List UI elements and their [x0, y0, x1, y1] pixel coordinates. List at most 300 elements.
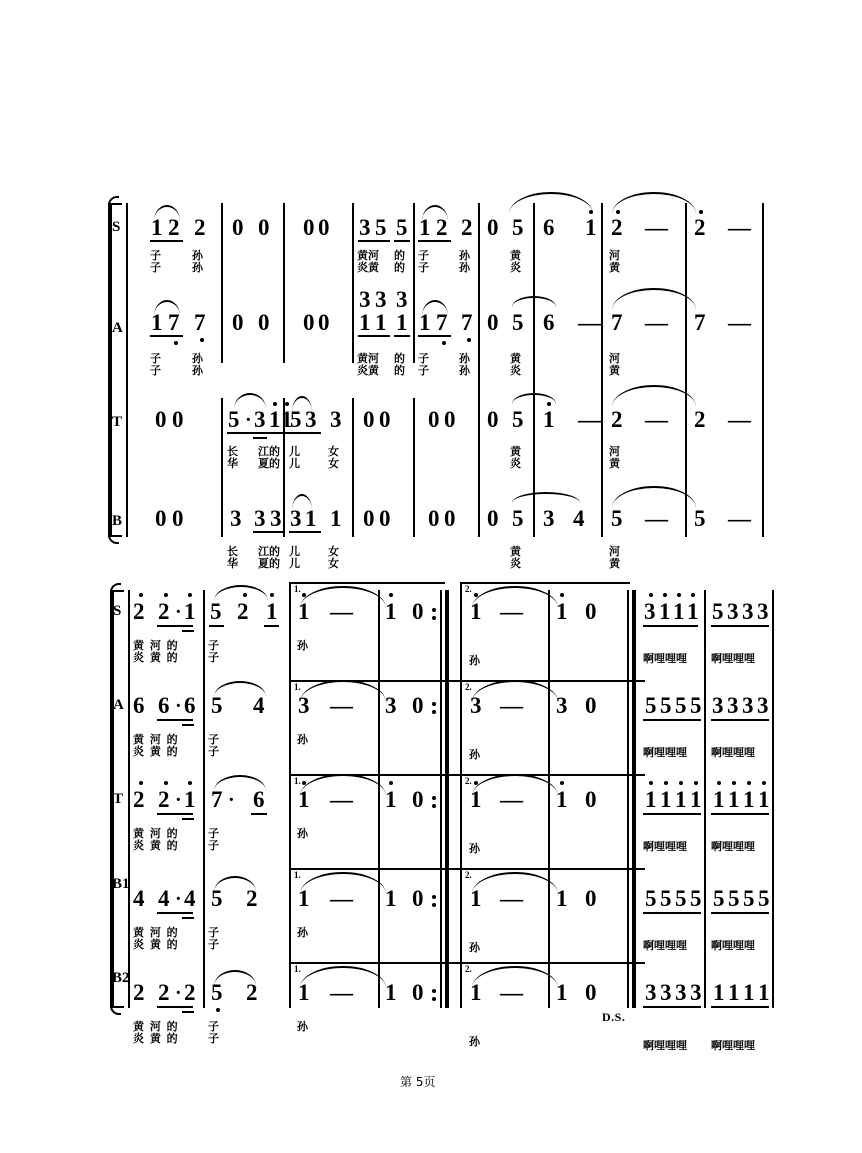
note: 5	[675, 693, 687, 718]
octave-dot-high	[664, 781, 668, 785]
note: 3	[712, 693, 724, 718]
lyric-line1: 孙	[459, 249, 470, 262]
beam	[157, 912, 193, 914]
beam	[227, 432, 289, 434]
note: 1	[470, 980, 482, 1005]
note: 5	[211, 693, 223, 718]
note: 7	[611, 310, 623, 335]
lyric-line1: 长	[227, 445, 238, 458]
note: 3	[644, 599, 656, 624]
lyric-line2: 孙	[459, 261, 470, 274]
octave-dot-high	[649, 781, 653, 785]
lyric-line1: 河	[609, 445, 620, 458]
note: 1	[281, 407, 293, 432]
volta-label-1: 1.	[294, 964, 301, 974]
rest: 0	[318, 215, 330, 240]
rest: 0	[412, 693, 424, 718]
lyric-line1: 啊哩哩哩	[643, 939, 687, 952]
note: 3	[330, 407, 342, 432]
octave-dot-high	[270, 593, 274, 597]
rest: 0	[585, 599, 597, 624]
octave-dot-low	[174, 341, 178, 345]
note: 1	[556, 886, 568, 911]
lyric-line1: 孙	[459, 352, 470, 365]
lyric-line1: 孙	[469, 941, 480, 954]
octave-dot-high	[547, 402, 551, 406]
note-divisi: 3	[375, 287, 387, 312]
slur	[612, 288, 696, 310]
lyric-line1: 黄 河 的	[133, 733, 179, 746]
hold-dash: —	[645, 506, 668, 531]
lyric-line1: 孙	[192, 352, 203, 365]
volta-label-2: 2.	[465, 682, 472, 692]
lyric-line1: 儿	[289, 545, 300, 558]
note: 5	[512, 310, 524, 335]
voice-label-t: T	[113, 791, 124, 807]
lyric-line2: 炎黄	[357, 364, 379, 377]
lyric-line2: 子	[150, 364, 161, 377]
lyric-line1: 啊哩哩哩	[643, 1039, 687, 1052]
note: 3	[556, 693, 568, 718]
repeat-dots	[432, 792, 436, 812]
octave-dot-high	[302, 593, 306, 597]
voice-label-a: A	[113, 697, 124, 713]
beam	[711, 625, 769, 627]
volta-label-2: 2.	[465, 584, 472, 594]
rest: 0	[258, 215, 270, 240]
hold-dash: —	[645, 215, 668, 240]
repeat-dots	[432, 891, 436, 911]
note: 5	[675, 886, 687, 911]
note: 1	[687, 599, 699, 624]
note: 3	[742, 693, 754, 718]
lyric-line1: 孙	[297, 827, 308, 840]
octave-dot-high	[663, 593, 667, 597]
lyric-line2: 华	[227, 457, 238, 470]
note: 6	[158, 693, 170, 718]
hold-dash: —	[578, 310, 601, 335]
octave-dot-high	[474, 593, 478, 597]
note: 1	[298, 599, 310, 624]
octave-dot-high	[164, 593, 168, 597]
rest: 0	[412, 980, 424, 1005]
note: 1	[470, 886, 482, 911]
barline	[203, 590, 205, 1008]
lyric-line1: 子	[208, 733, 219, 746]
octave-dot-high	[285, 402, 289, 406]
note: 4	[253, 693, 265, 718]
hold-dash: —	[645, 310, 668, 335]
rest: 0	[379, 506, 391, 531]
rest: 0	[303, 310, 315, 335]
beam	[643, 719, 701, 721]
lyric-line1: 子	[208, 926, 219, 939]
octave-dot-high	[139, 593, 143, 597]
note: 1	[556, 599, 568, 624]
rest: 0	[444, 407, 456, 432]
octave-dot-high	[389, 593, 393, 597]
note: 3	[305, 407, 317, 432]
note: 1	[359, 310, 371, 335]
lyric-line1: 子	[418, 249, 429, 262]
dotted-rhythm-dot: ·	[175, 601, 182, 623]
barline	[352, 203, 354, 363]
octave-dot-high	[677, 593, 681, 597]
octave-dot-high	[164, 781, 168, 785]
rest: 0	[303, 215, 315, 240]
note: 3	[727, 693, 739, 718]
barline	[413, 398, 415, 537]
beam	[150, 335, 183, 337]
lyric-line1: 孙	[469, 748, 480, 761]
beam	[418, 335, 451, 337]
note: 3	[757, 599, 769, 624]
ds-marking: D.S.	[602, 1010, 626, 1024]
lyric-line2: 炎 黄 的	[133, 938, 179, 951]
note: 3	[727, 599, 739, 624]
beam	[358, 335, 390, 337]
note: 1	[470, 599, 482, 624]
lyric-line2: 子	[208, 839, 219, 852]
note: 3	[757, 693, 769, 718]
octave-dot-high	[717, 781, 721, 785]
note: 1	[470, 787, 482, 812]
beam	[711, 813, 769, 815]
beam	[150, 240, 183, 242]
note: 2	[246, 886, 258, 911]
lyric-line2: 夏的	[258, 557, 280, 570]
rest: 0	[428, 407, 440, 432]
lyric-line2: 黄	[609, 261, 620, 274]
hold-dash: —	[330, 787, 353, 812]
note: 3	[230, 506, 242, 531]
voice-label-b: B	[112, 513, 123, 529]
note: 2	[246, 980, 258, 1005]
barline	[221, 203, 223, 363]
lyric-line2: 的	[394, 364, 405, 377]
note: 1	[385, 980, 397, 1005]
lyric-line2: 黄	[609, 557, 620, 570]
note: 1	[385, 599, 397, 624]
rest: 0	[155, 506, 167, 531]
lyric-line1: 孙	[469, 842, 480, 855]
barline	[704, 590, 706, 1008]
note: 2	[611, 215, 623, 240]
octave-dot-high	[694, 781, 698, 785]
note: 3	[660, 980, 672, 1005]
note: 1	[184, 599, 196, 624]
lyric-line1: 孙	[469, 654, 480, 667]
beam	[289, 432, 321, 434]
note: 2	[184, 980, 196, 1005]
beam	[251, 813, 267, 815]
barline	[289, 590, 291, 1008]
barline	[548, 590, 550, 1008]
note: 5	[396, 215, 408, 240]
barline	[378, 590, 380, 1008]
hold-dash: —	[500, 980, 523, 1005]
note: 3	[270, 506, 282, 531]
beam	[643, 912, 701, 914]
note: 1	[184, 787, 196, 812]
volta-label-2: 2.	[465, 870, 472, 880]
rest: 0	[487, 215, 499, 240]
system-1-brace	[108, 203, 122, 537]
lyric-line1: 女	[328, 545, 339, 558]
lyric-line1: 黄 河 的	[133, 827, 179, 840]
rest: 0	[232, 215, 244, 240]
note: 5	[512, 506, 524, 531]
rest: 0	[172, 506, 184, 531]
note: 4	[158, 886, 170, 911]
lyric-line2: 炎	[510, 261, 521, 274]
note: 1	[298, 980, 310, 1005]
note: 1	[419, 310, 431, 335]
note: 4	[133, 886, 145, 911]
lyric-line1: 子	[208, 1020, 219, 1033]
hold-dash: —	[645, 407, 668, 432]
octave-dot-high	[747, 781, 751, 785]
repeat-dots	[432, 698, 436, 718]
note: 1	[385, 787, 397, 812]
note: 3	[385, 693, 397, 718]
lyric-line1: 河	[609, 352, 620, 365]
hold-dash: —	[330, 886, 353, 911]
note: 4	[184, 886, 196, 911]
note: 2	[133, 787, 145, 812]
note: 6	[133, 693, 145, 718]
note: 1	[269, 407, 281, 432]
beam	[157, 625, 193, 627]
lyric-line1: 黄河	[357, 249, 379, 262]
repeat-dots	[432, 604, 436, 624]
beam	[394, 240, 410, 242]
note: 3	[690, 980, 702, 1005]
rest: 0	[428, 506, 440, 531]
note: 7	[211, 787, 223, 812]
note: 4	[573, 506, 585, 531]
volta-label-1: 1.	[294, 776, 301, 786]
lyric-line1: 啊哩哩哩	[643, 746, 687, 759]
rest: 0	[585, 787, 597, 812]
barline	[762, 203, 764, 537]
repeat-dots	[432, 985, 436, 1005]
slur	[509, 192, 593, 214]
lyric-line2: 炎 黄 的	[133, 745, 179, 758]
note: 3	[742, 599, 754, 624]
volta-label-1: 1.	[294, 870, 301, 880]
volta-label-1: 1.	[294, 584, 301, 594]
dotted-rhythm-dot: ·	[245, 409, 252, 431]
voice-label-b2: B2	[112, 970, 130, 986]
volta-label-2: 2.	[465, 776, 472, 786]
volta-bracket-2	[460, 868, 630, 878]
rest: 0	[412, 599, 424, 624]
lyric-line1: 黄	[510, 249, 521, 262]
note: 1	[758, 787, 770, 812]
note: 1	[419, 215, 431, 240]
barline	[221, 398, 223, 537]
note: 1	[305, 506, 317, 531]
note: 1	[743, 787, 755, 812]
note: 1	[330, 506, 342, 531]
note-divisi: 3	[396, 287, 408, 312]
note: 5	[690, 886, 702, 911]
lyric-line1: 女	[328, 445, 339, 458]
volta-label-2: 2.	[465, 964, 472, 974]
note: 2	[694, 407, 706, 432]
octave-dot-high	[699, 210, 703, 214]
beam	[711, 1006, 769, 1008]
note: 7	[694, 310, 706, 335]
lyric-line2: 黄	[609, 457, 620, 470]
octave-dot-high	[188, 593, 192, 597]
dotted-rhythm-dot: ·	[175, 982, 182, 1004]
hold-dash: —	[500, 599, 523, 624]
note: 5	[743, 886, 755, 911]
hold-dash: —	[500, 693, 523, 718]
note: 5	[713, 886, 725, 911]
octave-dot-high	[732, 781, 736, 785]
beam	[711, 719, 769, 721]
barline	[478, 203, 480, 537]
note: 6	[543, 215, 555, 240]
voice-label-a: A	[112, 320, 123, 336]
beam	[182, 917, 194, 919]
note: 7	[168, 310, 180, 335]
octave-dot-high	[679, 781, 683, 785]
barline	[283, 203, 285, 363]
barline	[126, 203, 128, 537]
note: 1	[728, 787, 740, 812]
lyric-line1: 子	[150, 352, 161, 365]
lyric-line1: 孙	[192, 249, 203, 262]
voice-label-s: S	[113, 603, 122, 619]
barline	[772, 590, 774, 1008]
note: 2	[694, 215, 706, 240]
dotted-rhythm-dot: ·	[175, 695, 182, 717]
barline	[413, 203, 415, 363]
lyric-line2: 炎 黄 的	[133, 651, 179, 664]
note: 3	[298, 693, 310, 718]
lyric-line2: 子	[208, 745, 219, 758]
lyric-line2: 孙	[192, 261, 203, 274]
beam	[182, 1011, 194, 1013]
note: 2	[461, 215, 473, 240]
note: 5	[228, 407, 240, 432]
hold-dash: —	[500, 787, 523, 812]
note: 5	[645, 693, 657, 718]
lyric-line2: 子	[208, 938, 219, 951]
octave-dot-low	[200, 338, 204, 342]
beam	[289, 531, 321, 533]
note: 2	[158, 599, 170, 624]
volta-bracket-2	[460, 962, 630, 972]
lyric-line2: 儿	[289, 457, 300, 470]
slur	[612, 486, 696, 508]
beam	[643, 625, 698, 627]
note: 2	[194, 215, 206, 240]
note: 3	[254, 506, 266, 531]
note: 3	[254, 407, 266, 432]
lyric-line2: 炎	[510, 557, 521, 570]
note: 5	[728, 886, 740, 911]
lyric-line1: 啊哩哩哩	[711, 939, 755, 952]
voice-label-b1: B1	[112, 876, 130, 892]
octave-dot-high	[302, 781, 306, 785]
rest: 0	[363, 407, 375, 432]
lyric-line1: 啊哩哩哩	[711, 746, 755, 759]
octave-dot-high	[273, 402, 277, 406]
hold-dash: —	[330, 599, 353, 624]
lyric-line1: 子	[418, 352, 429, 365]
lyric-line1: 儿	[289, 445, 300, 458]
rest: 0	[172, 407, 184, 432]
note: 7	[194, 310, 206, 335]
beam	[182, 818, 194, 820]
octave-dot-low	[216, 1008, 220, 1012]
octave-dot-low	[467, 338, 471, 342]
lyric-line1: 黄 河 的	[133, 926, 179, 939]
note: 1	[151, 310, 163, 335]
lyric-line1: 啊哩哩哩	[711, 840, 755, 853]
lyric-line1: 黄 河 的	[133, 1020, 179, 1033]
lyric-line2: 孙	[459, 364, 470, 377]
note: 3	[290, 506, 302, 531]
dotted-rhythm-dot: ·	[175, 888, 182, 910]
slur	[612, 385, 696, 407]
repeat-barline-end	[445, 590, 449, 1008]
lyric-line2: 炎	[510, 364, 521, 377]
note: 2	[133, 599, 145, 624]
barline	[533, 203, 535, 537]
octave-dot-high	[243, 593, 247, 597]
lyric-line2: 夏的	[258, 457, 280, 470]
lyric-line1: 长	[227, 545, 238, 558]
note: 2	[158, 787, 170, 812]
barline	[627, 590, 629, 1008]
note: 5	[611, 506, 623, 531]
note: 5	[375, 215, 387, 240]
note: 1	[713, 980, 725, 1005]
rest: 0	[487, 506, 499, 531]
lyric-line2: 子	[208, 651, 219, 664]
lyric-line2: 子	[418, 364, 429, 377]
rest: 0	[487, 310, 499, 335]
note: 5	[694, 506, 706, 531]
lyric-line2: 炎	[510, 457, 521, 470]
note: 7	[461, 310, 473, 335]
barline	[460, 590, 462, 1008]
voice-label-s: S	[112, 219, 121, 235]
beam	[157, 813, 193, 815]
lyric-line1: 孙	[297, 639, 308, 652]
hold-dash: —	[578, 407, 601, 432]
lyric-line2: 炎 黄 的	[133, 839, 179, 852]
beam	[394, 335, 410, 337]
note: 1	[585, 215, 597, 240]
note: 1	[713, 787, 725, 812]
note: 3	[543, 506, 555, 531]
octave-dot-high	[616, 210, 620, 214]
note: 5	[211, 886, 223, 911]
beam	[358, 240, 390, 242]
octave-dot-low	[442, 341, 446, 345]
hold-dash: —	[500, 886, 523, 911]
slur	[512, 492, 580, 503]
note: 1	[659, 599, 671, 624]
beam	[157, 719, 193, 721]
